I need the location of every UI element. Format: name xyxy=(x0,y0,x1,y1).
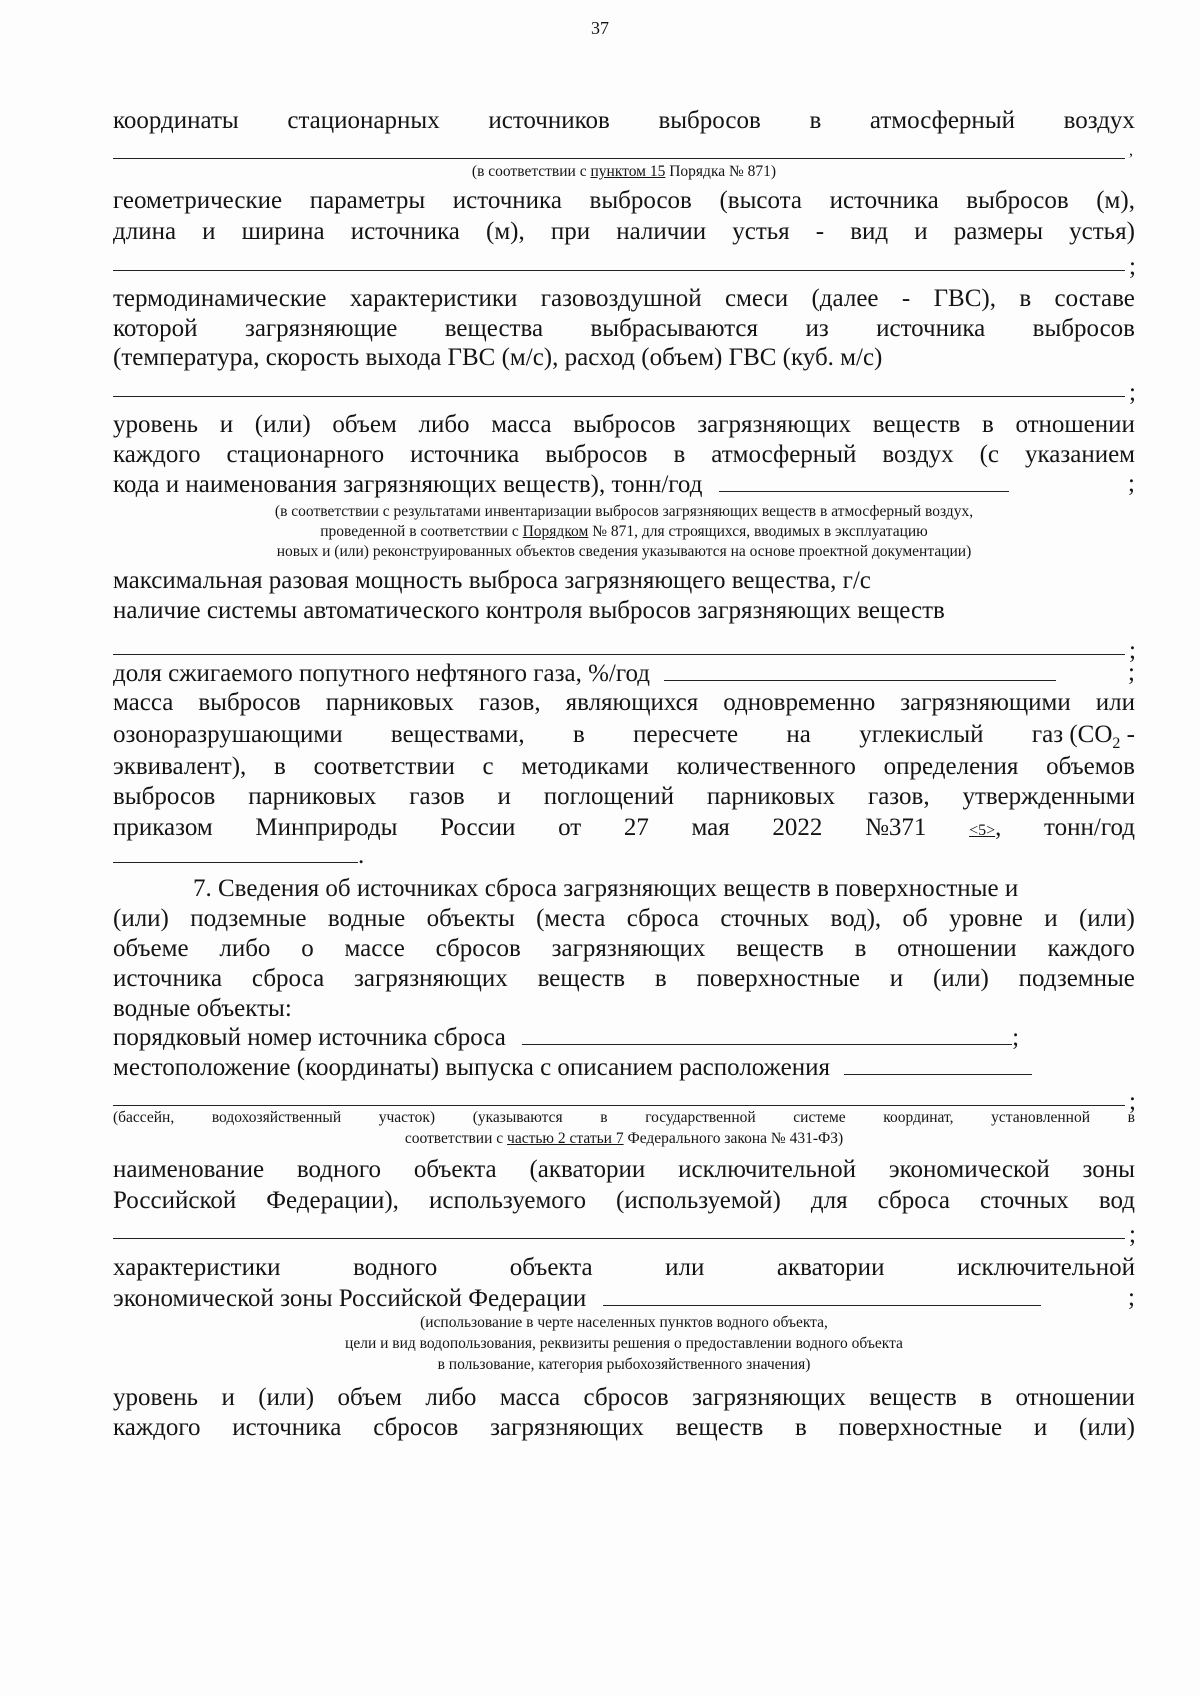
word: и xyxy=(889,965,904,992)
footnote-text: цели и вид водопользования, реквизиты решения о предоставлении водного объекта xyxy=(345,1335,903,1352)
link-punkt-15[interactable]: пунктом 15 xyxy=(590,163,666,180)
link-poryadok[interactable]: Порядком xyxy=(522,523,589,540)
word: выбросов xyxy=(573,411,676,438)
word: сбросов xyxy=(373,1414,459,1441)
footnote-text: (в соответствии с результатами инвентаризации выбросов загрязняющих веществ в атмосферный воздух, xyxy=(274,503,974,520)
word: объем xyxy=(332,411,397,438)
semicolon: ; xyxy=(1129,637,1136,664)
word: загрязняющими xyxy=(900,689,1071,716)
word: уровень xyxy=(113,411,199,438)
word: устья xyxy=(732,218,790,245)
word: вод), xyxy=(830,905,882,932)
input-line xyxy=(664,658,1056,681)
word: наименование xyxy=(113,1156,265,1183)
word: в xyxy=(854,935,867,962)
word: с xyxy=(482,753,494,780)
word: (или) xyxy=(1079,1414,1135,1441)
word: исключительной xyxy=(957,1254,1135,1281)
word: вод xyxy=(1098,1187,1135,1214)
text-line: водные объекты: xyxy=(113,995,292,1022)
word: массе xyxy=(344,935,405,962)
word: характеристики xyxy=(113,1254,281,1281)
word: масса xyxy=(499,1384,561,1411)
word: парниковых xyxy=(706,783,836,810)
footnote-text: новых и (или) реконструированных объектов сведения указываются на основе проектной документации) xyxy=(276,543,972,560)
word: в xyxy=(1019,285,1032,312)
word: подземные xyxy=(1018,965,1135,992)
word: (или) xyxy=(1078,905,1135,932)
text-line: доля сжигаемого попутного нефтяного газа, %/год ; xyxy=(113,659,1135,687)
word: наличии xyxy=(616,218,707,245)
blank-line xyxy=(113,1105,1125,1106)
word: одновременно xyxy=(723,689,876,716)
text-line xyxy=(113,314,1135,344)
word: координаты xyxy=(113,107,239,134)
word: (или) xyxy=(113,905,169,932)
word: термодинамические xyxy=(113,285,327,312)
word: в xyxy=(809,107,822,134)
word: - xyxy=(815,218,825,245)
page-number: 37 xyxy=(591,18,609,38)
input-line xyxy=(844,1052,1032,1075)
text-line xyxy=(113,186,1135,216)
word: акватории xyxy=(776,1254,885,1281)
word: выбросов xyxy=(1032,315,1135,342)
word: об xyxy=(902,905,928,932)
word: водохозяйственный xyxy=(211,1109,342,1126)
word: загрязняющих xyxy=(490,1414,644,1441)
word: выбросов xyxy=(589,187,692,214)
word: выбросов xyxy=(658,107,761,134)
word: объемов xyxy=(1046,753,1135,780)
word: источников xyxy=(488,107,610,134)
text-line xyxy=(113,1186,1135,1216)
word: устья) xyxy=(1069,218,1135,245)
word: сбросов xyxy=(435,935,521,962)
text-line xyxy=(113,904,1135,934)
word: государственной xyxy=(645,1109,756,1126)
word: исключительной xyxy=(678,1156,857,1183)
blank-line xyxy=(113,654,1125,655)
word: соответствии xyxy=(313,753,455,780)
word: источника xyxy=(410,441,520,468)
word: в xyxy=(1127,1109,1135,1126)
word: и xyxy=(221,1384,235,1411)
word: отношении xyxy=(897,935,1017,962)
text-line: . xyxy=(113,840,1135,870)
word: в xyxy=(981,411,994,438)
word: составе xyxy=(1054,285,1135,312)
text-line xyxy=(113,410,1135,440)
word: (далее xyxy=(811,285,879,312)
footnote-text: (использование в черте населенных пунктов водного объекта, xyxy=(420,1314,828,1331)
word: параметры xyxy=(309,187,426,214)
word: либо xyxy=(219,935,271,962)
word: или xyxy=(665,1254,705,1281)
word: в xyxy=(795,1414,807,1441)
word: длина xyxy=(113,218,177,245)
word: смеси xyxy=(725,285,789,312)
text-line xyxy=(113,1155,1135,1185)
word: объем xyxy=(337,1384,402,1411)
word: используемого xyxy=(428,1187,586,1214)
word: сброса xyxy=(626,905,699,932)
footnote-text: (в соответствии с пунктом 15 Порядка № 871) xyxy=(471,163,777,180)
word: установленной xyxy=(991,1109,1091,1126)
word: (высота xyxy=(719,187,802,214)
word: или xyxy=(1095,689,1135,716)
word: сточных xyxy=(979,1187,1069,1214)
word: источника xyxy=(232,1414,342,1441)
word: объекта xyxy=(413,1156,497,1183)
semicolon: ; xyxy=(1129,379,1136,406)
word: газов xyxy=(409,783,465,810)
text-line xyxy=(113,440,1135,470)
word: уровне xyxy=(949,905,1023,932)
word: определения xyxy=(883,753,1019,780)
word: подземные xyxy=(190,905,307,932)
word: при xyxy=(550,218,591,245)
word: координат, xyxy=(883,1109,954,1126)
comma-mark: , xyxy=(1129,142,1133,159)
text-line xyxy=(113,1253,1135,1283)
word: и xyxy=(202,218,216,245)
input-line xyxy=(522,1022,1012,1045)
text-line xyxy=(113,688,1135,718)
word: для xyxy=(810,1187,848,1214)
word: (бассейн, xyxy=(113,1109,175,1126)
semicolon: ; xyxy=(1129,1221,1136,1248)
word: газовоздушной xyxy=(540,285,702,312)
word: которой xyxy=(113,315,198,342)
text-line xyxy=(113,1413,1135,1443)
word: газов, xyxy=(867,783,930,810)
word: атмосферный xyxy=(711,441,857,468)
semicolon: ; xyxy=(1129,253,1136,280)
word: вид xyxy=(850,218,889,245)
word: сброса xyxy=(251,965,325,992)
word: загрязняющих xyxy=(551,935,706,962)
word: (или) xyxy=(254,411,311,438)
word: в xyxy=(654,965,667,992)
word: масса xyxy=(113,689,174,716)
word: объеме xyxy=(113,935,189,962)
footnote-text: проведенной в соответствии с Порядком № 871, для строящихся, вводимых в эксплуатацию xyxy=(320,523,928,540)
text-line: (температура, скорость выхода ГВС (м/с), расход (объем) ГВС (куб. м/с) xyxy=(113,344,883,371)
word: размеры xyxy=(953,218,1044,245)
word: Федерации), xyxy=(266,1187,399,1214)
word: количественного xyxy=(676,753,856,780)
text-line xyxy=(113,106,1135,136)
word: характеристики xyxy=(349,285,518,312)
word: (места xyxy=(536,905,606,932)
word: загрязняющих xyxy=(697,411,852,438)
word: объекта xyxy=(509,1254,593,1281)
word: парниковых xyxy=(325,689,454,716)
word: выбросов xyxy=(545,441,648,468)
text-line xyxy=(113,752,1135,782)
word: либо xyxy=(418,411,470,438)
text-line: порядковый номер источника сброса ; xyxy=(113,1024,1020,1051)
word: (или) xyxy=(932,965,989,992)
word: водные xyxy=(327,905,406,932)
word: каждого xyxy=(1047,935,1135,962)
input-line xyxy=(113,840,358,863)
word: сточных xyxy=(720,905,810,932)
text-line: максимальная разовая мощность выброса загрязняющего вещества, г/с xyxy=(113,567,871,594)
word: отношении xyxy=(1015,1384,1135,1411)
word: геометрические xyxy=(113,187,283,214)
word: источника xyxy=(829,187,939,214)
word: (акватории xyxy=(529,1156,646,1183)
word: поверхностные xyxy=(696,965,860,992)
word: объекты xyxy=(426,905,515,932)
text-line: приказом Минприроды России от 27 мая 2022 №371 <5>, тонн/год xyxy=(113,814,1135,841)
word: вещества xyxy=(444,315,544,342)
blank-line xyxy=(113,396,1125,397)
footnote-text: соответствии с частью 2 статьи 7 Федерального закона № 431-ФЗ) xyxy=(404,1130,844,1147)
word: каждого xyxy=(113,441,201,468)
word: веществ xyxy=(872,411,961,438)
word: источника xyxy=(350,218,460,245)
word: веществ xyxy=(537,965,626,992)
word: выбросов xyxy=(113,783,216,810)
word: каждого xyxy=(113,1414,201,1441)
word: масса xyxy=(491,411,552,438)
word: (или) xyxy=(258,1384,315,1411)
word: (м), xyxy=(1096,187,1135,214)
blank-line xyxy=(113,270,1125,271)
word: участок) xyxy=(378,1109,436,1126)
section-heading: 7. Сведения об источниках сброса загрязняющих веществ в поверхностные и xyxy=(193,875,1019,902)
word: и xyxy=(219,411,234,438)
link-part-2-article-7[interactable]: частью 2 статьи 7 xyxy=(507,1130,624,1147)
word: поглощений xyxy=(543,783,675,810)
word: в xyxy=(274,753,286,780)
word: системе xyxy=(793,1109,846,1126)
word: выбрасываются xyxy=(590,315,759,342)
word: воздух xyxy=(1063,107,1135,134)
word: воздух xyxy=(882,441,954,468)
word: источника xyxy=(876,315,986,342)
footnote-text xyxy=(113,1108,1135,1128)
text-line xyxy=(113,217,1135,247)
text-line xyxy=(113,964,1135,994)
word: выбросов xyxy=(198,689,301,716)
word: веществ xyxy=(675,1414,764,1441)
word: экономической xyxy=(888,1156,1050,1183)
word: загрязняющие xyxy=(244,315,398,342)
word: и xyxy=(1033,1414,1048,1441)
word: стационарных xyxy=(287,107,440,134)
word: указанием xyxy=(1024,441,1135,468)
word: методиками xyxy=(521,753,649,780)
word: утвержденными xyxy=(962,783,1135,810)
word: водного xyxy=(296,1156,382,1183)
word: (указываются xyxy=(472,1109,563,1126)
text-line xyxy=(113,934,1135,964)
word: либо xyxy=(425,1384,477,1411)
text-line xyxy=(113,1383,1135,1413)
text-line: наличие системы автоматического контроля выбросов загрязняющих веществ xyxy=(113,597,945,624)
input-line xyxy=(603,1283,1041,1306)
word: (используемой) xyxy=(616,1187,781,1214)
word: ГВС), xyxy=(933,285,996,312)
word: являющихся xyxy=(565,689,699,716)
blank-line xyxy=(113,1238,1125,1239)
word: отношении xyxy=(1015,411,1135,438)
word: в xyxy=(673,441,686,468)
word: о xyxy=(301,935,314,962)
word: источника xyxy=(452,187,562,214)
input-line xyxy=(719,469,1009,492)
text-line: кода и наименования загрязняющих веществ), тонн/год ; xyxy=(113,470,1135,498)
word: водного xyxy=(353,1254,438,1281)
text-line: экономической зоны Российской Федерации ; xyxy=(113,1284,1135,1312)
word: веществ xyxy=(736,935,824,962)
word: загрязняющих xyxy=(353,965,508,992)
semicolon: ; xyxy=(1129,1088,1136,1115)
word: и xyxy=(497,783,511,810)
word: сбросов xyxy=(583,1384,669,1411)
word: газов, xyxy=(478,689,541,716)
word: в xyxy=(980,1384,993,1411)
word: атмосферный xyxy=(869,107,1015,134)
text-line: местоположение (координаты) выпуска с описанием расположения xyxy=(113,1052,1135,1082)
text-line xyxy=(113,782,1135,812)
word: поверхностные xyxy=(838,1414,1003,1441)
word: эквивалент), xyxy=(113,753,247,780)
word: из xyxy=(805,315,829,342)
text-line xyxy=(113,284,1135,314)
word: зоны xyxy=(1082,1156,1135,1183)
word: (с xyxy=(979,441,1000,468)
text-line: озоноразрушающими веществами, в пересчете на углекислый газ ($CO_2$ - xyxy=(113,721,1135,752)
word: уровень xyxy=(113,1384,199,1411)
word: загрязняющих xyxy=(692,1384,846,1411)
footnote-ref-5[interactable]: <5> xyxy=(969,822,996,839)
word: ширина xyxy=(241,218,325,245)
word: источника xyxy=(113,965,223,992)
word: (м), xyxy=(486,218,525,245)
word: веществ xyxy=(869,1384,957,1411)
footnote-text: в пользование, категория рыбохозяйственного значения) xyxy=(437,1356,811,1373)
blank-line xyxy=(113,158,1125,159)
word: выбросов xyxy=(966,187,1069,214)
word: в xyxy=(600,1109,608,1126)
word: Российской xyxy=(113,1187,237,1214)
word: парниковых xyxy=(248,783,377,810)
word: и xyxy=(1044,905,1058,932)
word: стационарного xyxy=(226,441,385,468)
word: и xyxy=(914,218,928,245)
word: сброса xyxy=(877,1187,950,1214)
word: - xyxy=(901,285,911,312)
